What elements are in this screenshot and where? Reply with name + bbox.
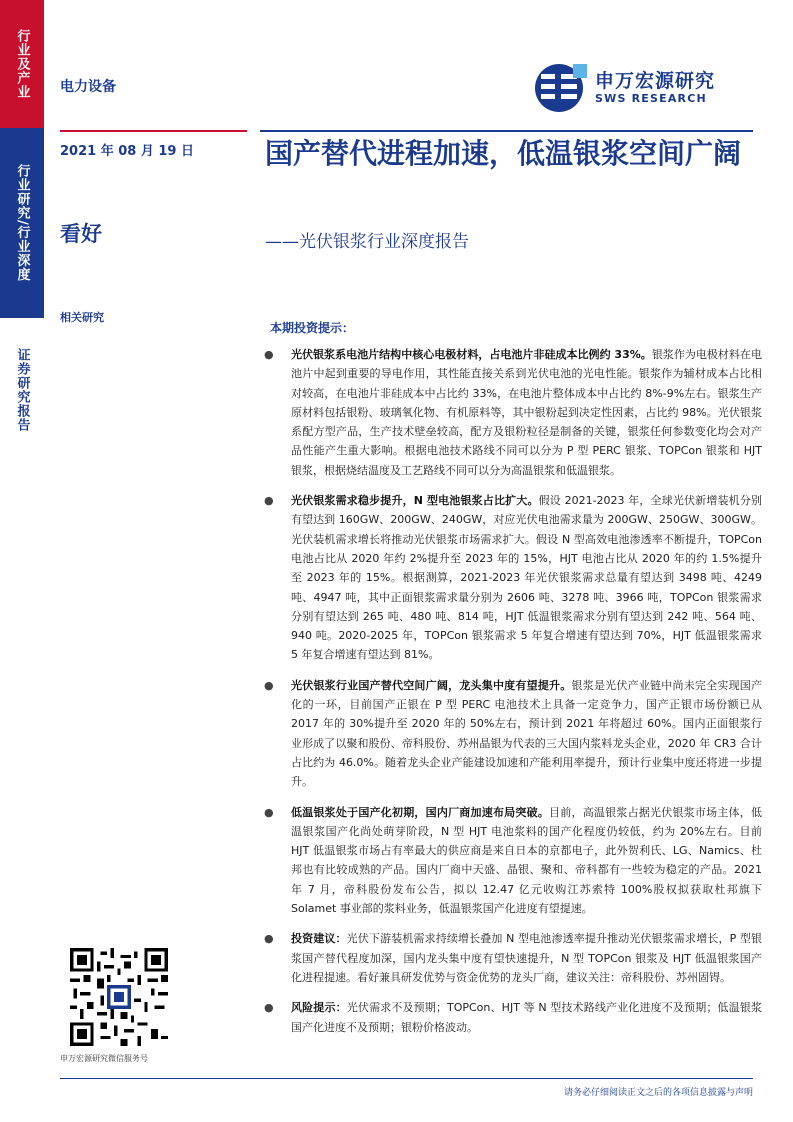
header-divider-red [60,130,247,132]
bullet-body: 目前，高温银浆占据光伏银浆市场主体，低温银浆国产化尚处萌芽阶段，N 型 HJT 电池浆料的国产化程度仍较低，约为 20%左右。目前 HJT 低温银浆市场占有率最大的供应商是来自日本的京都电子，此外贺利氏、LG、Namics、杜邦也有比较成熟的产品。国内厂商中天盛、晶银、聚和、帝科都有一些较为稳定的产品。2021 年 7 月，帝科股份发布公告，拟以 12.47 亿元收购江苏索特 100%股权拟获取杜邦旗下 Solamet 事业部的浆料业务，低温银浆国产化进度有望提速。 [291,805,762,916]
sws-logo [533,62,753,114]
bullet-body: 假设 2021-2023 年，全球光伏新增装机分别有望达到 160GW、200GW、240GW，对应光伏电池需求量为 200GW、250GW、300GW。光伏装机需求增长将推动光伏银浆市场需求扩大。假设 N 型高效电池渗透率不断提升，TOPCon 电池占比从 2020 年约 2%提升至 2023 年的 15%，HJT 电池占比从 2020 年的约 1.5%提升至 2023 年的 15%。根据测算，2021-2023 年光伏银浆需求总量有望达到 3498 吨、4249 吨、4947 吨，其中正面银浆需求量分别为 2606 吨、3278 吨、3966 吨，TOPCon 银浆需求分别有望达到 265 吨、480 吨、814 吨，HJT 低温银浆需求分别有望达到 242 吨、564 吨、940 吨。2020-2025 年，TOPCon 银浆需求 5 年复合增速有望达到 70%，HJT 低温银浆需求 5 年复合增速有望达到 81%。 [291,494,762,662]
industry-label: 电力设备 [60,79,116,95]
bullet-icon: ● [264,932,274,946]
bullet-lead: 低温银浆处于国产化初期，国内厂商加速布局突破。 [291,805,550,819]
list-item [262,929,762,987]
footer-divider [60,1078,753,1079]
bullet-icon: ● [264,1001,274,1015]
bullet-lead: 风险提示： [291,1001,347,1015]
sidebar-tab-securities-report: 证券研究报告 [14,348,30,432]
logo-chinese-name: 申万宏源研究 [595,70,716,92]
bullet-body: 光伏需求不及预期；TOPCon、HJT 等 N 型技术路线产业化进度不及预期；低温银浆国产化进度不及预期；银粉价格波动。 [291,1001,762,1034]
bullet-icon: ● [264,494,274,508]
rating-label: 看好 [60,222,102,246]
header-divider-blue [260,130,753,132]
wechat-qr-code-icon[interactable] [70,948,168,1046]
bullet-body: 银浆是光伏产业链中尚未完全实现国产化的一环，目前国产正银在 P 型 PERC 电池技术上具备一定竞争力，国产正银市场份额已从 2017 年的 30%提升至 2020 年的 50%左右，预计到 2021 年将超过 60%。国内正面银浆行业形成了以聚和股份、帝科股份、苏州晶银为代表的三大国内浆料龙头企业，2020 年 CR3 合计占比约为 46.0%。随着龙头企业产能建设加速和产能利用率提升，预计行业集中度还将进一步提升。 [291,678,763,789]
bullet-icon: ● [264,805,274,819]
related-research-label: 相关研究 [60,311,104,324]
section-title: 本期投资提示： [270,321,355,335]
bullet-icon: ● [264,678,274,692]
list-item [262,345,762,480]
bullet-lead: 光伏银浆系电池片结构中核心电极材料，占电池片非硅成本比例约 33%。 [291,348,652,361]
qr-caption: 申万宏源研究微信服务号 [60,1054,148,1063]
list-item [262,676,762,792]
report-title: 国产替代进程加速，低温银浆空间广阔 [265,137,742,170]
footer-disclaimer[interactable]: 请务必仔细阅读正文之后的各项信息披露与声明 [563,1088,753,1098]
bullet-lead: 光伏银浆需求稳步提升，N 型电池银浆占比扩大。 [291,494,539,508]
report-date: 2021 年 08 月 19 日 [60,144,194,159]
investment-points [262,345,762,1048]
bullet-lead: 投资建议： [291,932,347,946]
sws-logo-icon [533,62,589,114]
bullet-body: 银浆作为电极材料在电池片中起到重要的导电作用，其性能直接关系到光伏电池的光电性能。银浆作为辅材成本占比相对较高，在电池片非硅成本中占比约 33%，在电池片整体成本中占比约 8%-9%左右。银浆生产原材料包括银粉、玻璃氧化物、有机原料等，其中银粉起到决定性因素，占比约 98%。光伏银浆系配方型产品，生产技术壁垒较高，配方及银粉粒径是制备的关键，银浆任何参数变化均会对产品性能产生重大影响。根据电池技术路线不同可以分为 P 型 PERC 银浆、TOPCon 银浆和 HJT 银浆，根据烧结温度及工艺路线不同可以分为高温银浆和低温银浆。 [291,348,762,477]
bullet-body: 光伏下游装机需求持续增长叠加 N 型电池渗透率提升推动光伏银浆需求增长，P 型银浆国产替代程度加深，国内龙头集中度有望快速提升，N 型 TOPCon 银浆及 HJT 低温银浆国产化进程提速。看好兼具研发优势与资金优势的龙头厂商，建议关注：帝科股份、苏州固锝。 [291,932,762,984]
list-item [262,803,762,919]
logo-english-name: SWS RESEARCH [595,92,707,105]
list-item [262,491,762,665]
report-subtitle: ——光伏银浆行业深度报告 [265,232,469,252]
sidebar-tab-industry: 行业及产业 [0,0,44,128]
sidebar-tab-industry-research: 行业研究/行业深度 [0,128,44,318]
list-item [262,998,762,1037]
bullet-icon: ● [264,348,274,361]
bullet-lead: 光伏银浆行业国产替代空间广阔，龙头集中度有望提升。 [291,678,572,692]
